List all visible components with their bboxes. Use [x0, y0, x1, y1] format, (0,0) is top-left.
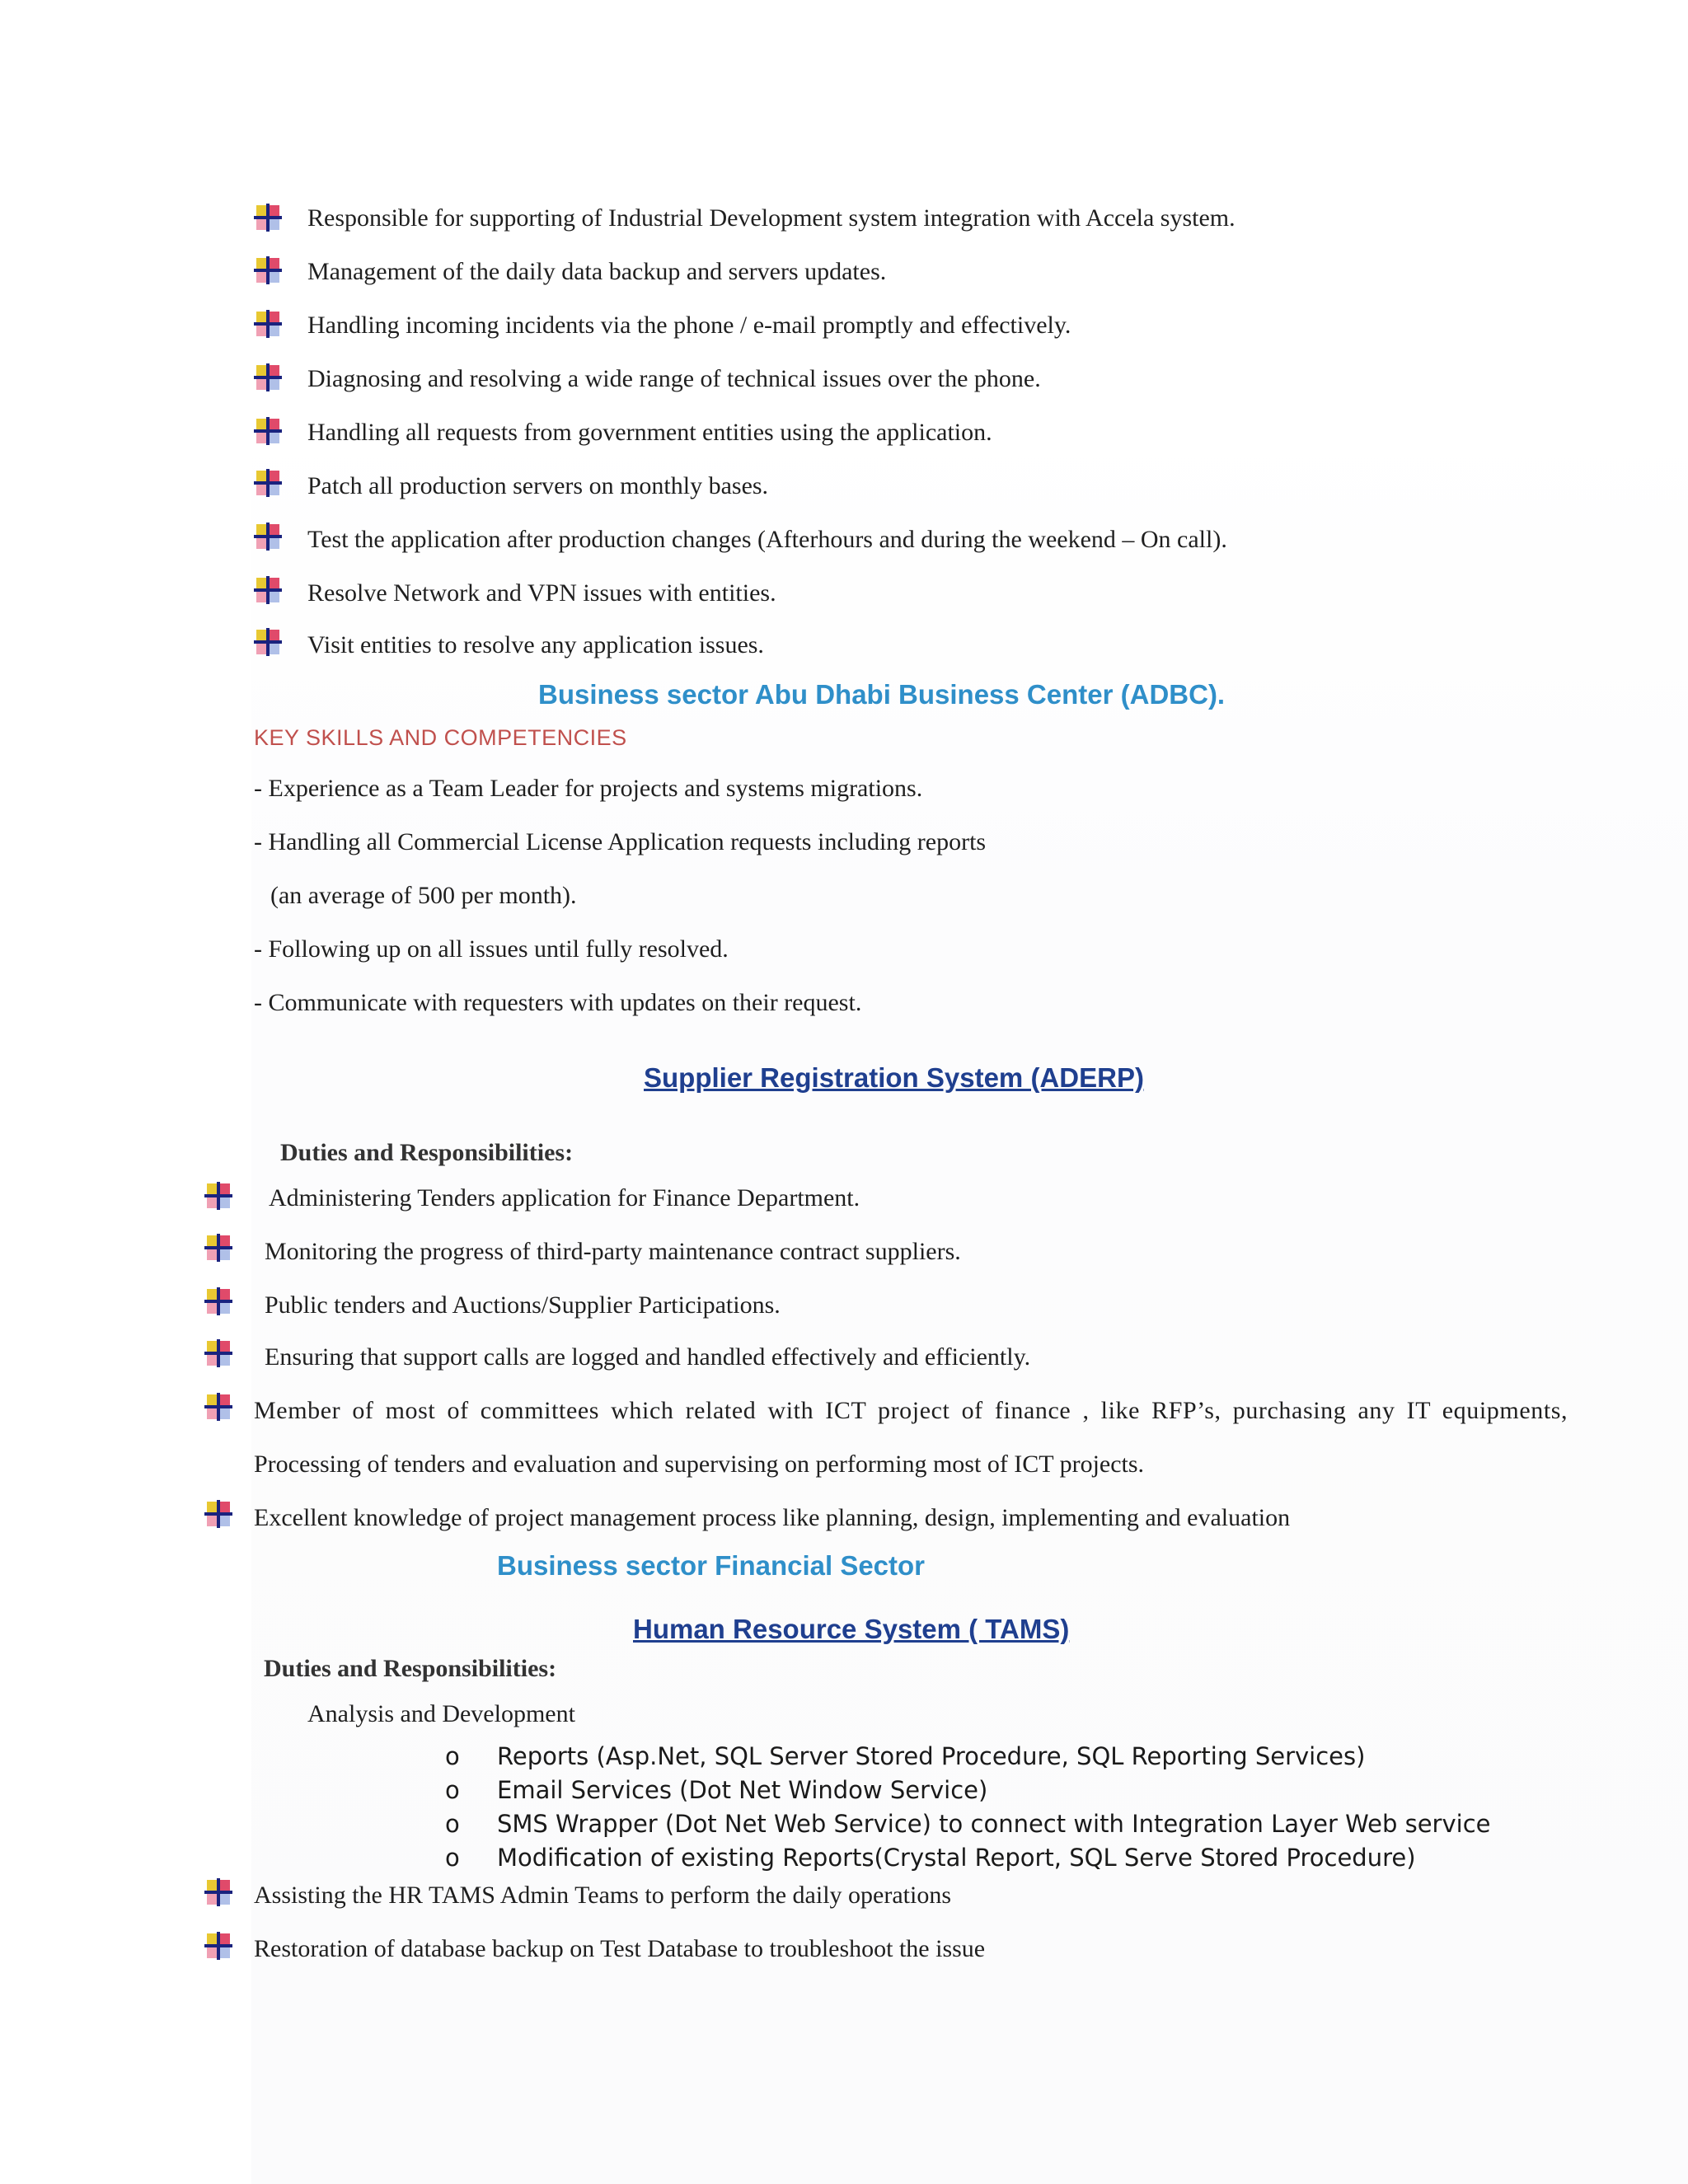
sub-list-marker: o [445, 1776, 460, 1804]
section-heading-adbc: Business sector Abu Dhabi Business Center (ADBC). [538, 679, 1226, 710]
duties-title: Duties and Responsibilities: [280, 1139, 574, 1166]
list-item: Monitoring the progress of third-party maintenance contract suppliers. [265, 1238, 961, 1265]
list-item: Test the application after production changes (Afterhours and during the weekend – On call). [307, 526, 1227, 553]
list-item: Diagnosing and resolving a wide range of technical issues over the phone. [307, 365, 1041, 392]
bullet-icon [254, 310, 282, 338]
sub-list-item: SMS Wrapper (Dot Net Web Service) to connect with Integration Layer Web service [497, 1810, 1491, 1838]
skill-item: - Communicate with requesters with updates on their request. [254, 989, 862, 1016]
sub-list-marker: o [445, 1742, 460, 1770]
list-item: Excellent knowledge of project management process like planning, design, implementing and evaluation [254, 1504, 1291, 1531]
skill-item: - Following up on all issues until fully resolved. [254, 935, 729, 963]
list-item: Management of the daily data backup and servers updates. [307, 258, 887, 285]
bullet-icon [254, 628, 282, 656]
sub-list-item: Email Services (Dot Net Window Service) [497, 1776, 988, 1804]
bullet-icon [204, 1234, 232, 1262]
sub-list-item: Reports (Asp.Net, SQL Server Stored Procedure, SQL Reporting Services) [497, 1742, 1366, 1770]
list-item: Responsible for supporting of Industrial Development system integration with Accela system. [307, 204, 1236, 232]
section-heading-financial: Business sector Financial Sector [497, 1550, 926, 1581]
bullet-icon [204, 1878, 232, 1906]
list-item: Public tenders and Auctions/Supplier Participations. [265, 1291, 781, 1319]
sub-list-marker: o [445, 1844, 460, 1872]
list-item: Patch all production servers on monthly bases. [307, 472, 769, 499]
list-item: Ensuring that support calls are logged and handled effectively and efficiently. [265, 1343, 1031, 1371]
skill-item: - Handling all Commercial License Application requests including reports [254, 828, 987, 855]
bullet-icon [254, 204, 282, 232]
list-item-continuation: Processing of tenders and evaluation and supervising on performing most of ICT projects. [254, 1451, 1145, 1478]
list-item: Administering Tenders application for Finance Department. [269, 1184, 860, 1212]
list-item: Handling all requests from government entities using the application. [307, 419, 992, 446]
skill-item-continuation: (an average of 500 per month). [270, 882, 577, 909]
key-skills-title: KEY SKILLS AND COMPETENCIES [254, 725, 627, 750]
bullet-icon [204, 1393, 232, 1421]
list-item: Handling incoming incidents via the phone / e-mail promptly and effectively. [307, 312, 1071, 339]
bullet-icon [204, 1339, 232, 1367]
duties-title: Duties and Responsibilities: [264, 1655, 557, 1682]
bullet-icon [204, 1932, 232, 1960]
bullet-icon [254, 523, 282, 551]
bullet-icon [254, 417, 282, 445]
bullet-icon [254, 469, 282, 497]
skill-item: - Experience as a Team Leader for projects and systems migrations. [254, 775, 923, 802]
sub-list-item: Modification of existing Reports(Crystal Report, SQL Serve Stored Procedure) [497, 1844, 1416, 1872]
bullet-icon [204, 1287, 232, 1315]
list-item: Assisting the HR TAMS Admin Teams to perform the daily operations [254, 1882, 951, 1909]
sub-list-marker: o [445, 1810, 460, 1838]
bullet-icon [254, 576, 282, 604]
bullet-icon [254, 363, 282, 391]
section-heading-aderp: Supplier Registration System (ADERP) [644, 1062, 1144, 1093]
list-item: Resolve Network and VPN issues with entities. [307, 579, 776, 607]
bullet-icon [204, 1182, 232, 1210]
bullet-icon [254, 256, 282, 284]
list-item: Restoration of database backup on Test Database to troubleshoot the issue [254, 1935, 986, 1962]
analysis-title: Analysis and Development [307, 1700, 575, 1727]
section-heading-tams: Human Resource System ( TAMS) [633, 1614, 1070, 1644]
list-item: Member of most of committees which related with ICT project of finance , like RFP’s, purchasing any IT equipments, [254, 1397, 1568, 1424]
bullet-icon [204, 1500, 232, 1528]
list-item: Visit entities to resolve any application issues. [307, 631, 764, 658]
